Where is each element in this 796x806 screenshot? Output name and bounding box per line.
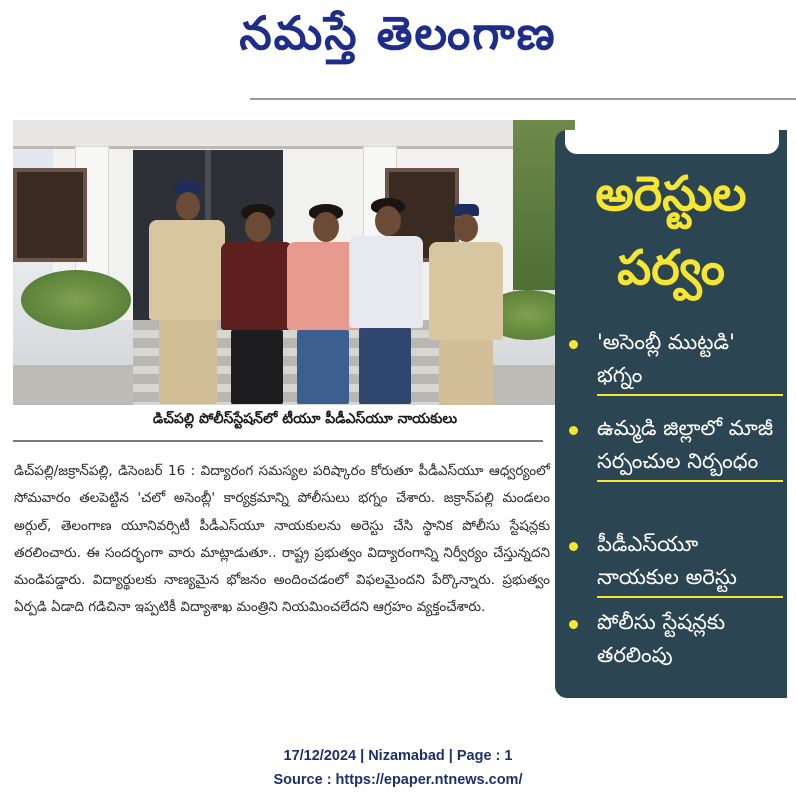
caption-divider (13, 440, 543, 442)
bullet-dot-icon (569, 340, 578, 349)
sidebar-bullet-text: ఉమ్మడి జిల్లాలో మాజీ సర్పంచుల నిర్బంధం (597, 412, 783, 482)
newspaper-masthead: నమస్తే తెలంగాణ (239, 6, 557, 60)
highlights-sidebar (555, 130, 787, 698)
bullet-dot-icon (569, 426, 578, 435)
sidebar-bullet-text: 'అసెంబ్లీ ముట్టడి' భగ్నం (597, 326, 783, 396)
window-left (13, 168, 87, 262)
footer-date-edition: 17/12/2024 | Nizamabad | Page : 1 (283, 748, 513, 764)
plants-left (21, 270, 131, 330)
photo-caption: డిచ్‌పల్లి పోలీస్‌స్టేషన్‌లో టీయూ పీడీఎస్‌యూ నాయకులు (152, 411, 458, 427)
building-roof (13, 120, 575, 149)
sidebar-bullet-text: పోలీసు స్టేషన్లకు తరలింపు (597, 610, 726, 667)
sidebar-notch (565, 130, 779, 154)
bullet-dot-icon (569, 542, 578, 551)
footer-source: Source : https://epaper.ntnews.com/ (273, 772, 523, 788)
news-photo (13, 120, 575, 405)
masthead-divider (250, 98, 796, 100)
page-footer (0, 744, 796, 792)
article-body: డిచ్‌పల్లి/జక్రాన్‌పల్లి, డిసెంబర్ 16 : విద్యారంగ సమస్యల పరిష్కారం కోరుతూ పీడీఎస్‌యూ ఆధ్వర్యంలో సోమవారం తలపెట్టిన 'చలో అసెంబ్లీ' కార్యక్రమాన్ని పోలీసులు భగ్నం చేశారు. జక్రాన్‌పల్లి మండలం అర్గుల్, తెలంగాణ యూనివర్సిటీ పీడీఎస్‌యూ నాయకులను అరెస్టు చేసి స్థానిక పోలీసు స్టేషన్లకు తరలించారు. ఈ సందర్భంగా వారు మాట్లాడుతూ.. రాష్ట్ర ప్రభుత్వం విద్యారంగాన్ని నిర్వీర్యం చేస్తున్నదని మండిపడ్డారు. విద్యార్థులకు నాణ్యమైన భోజనం అందించడంలో విఫలమైందని పేర్కొన్నారు. ప్రభుత్వం ఏర్పడి ఏడాది గడిచినా ఇప్పటికీ విద్యాశాఖ మంత్రిని నియమించలేదని ఆగ్రహం వ్యక్తంచేశారు. (14, 463, 550, 616)
sidebar-title-line1: అరెస్టుల (595, 166, 747, 222)
sidebar-bullet-text: పీడీఎస్‌యూ నాయకుల అరెస్టు (597, 528, 783, 598)
bullet-dot-icon (569, 620, 578, 629)
sidebar-title-line2: పర్వం (617, 240, 725, 296)
